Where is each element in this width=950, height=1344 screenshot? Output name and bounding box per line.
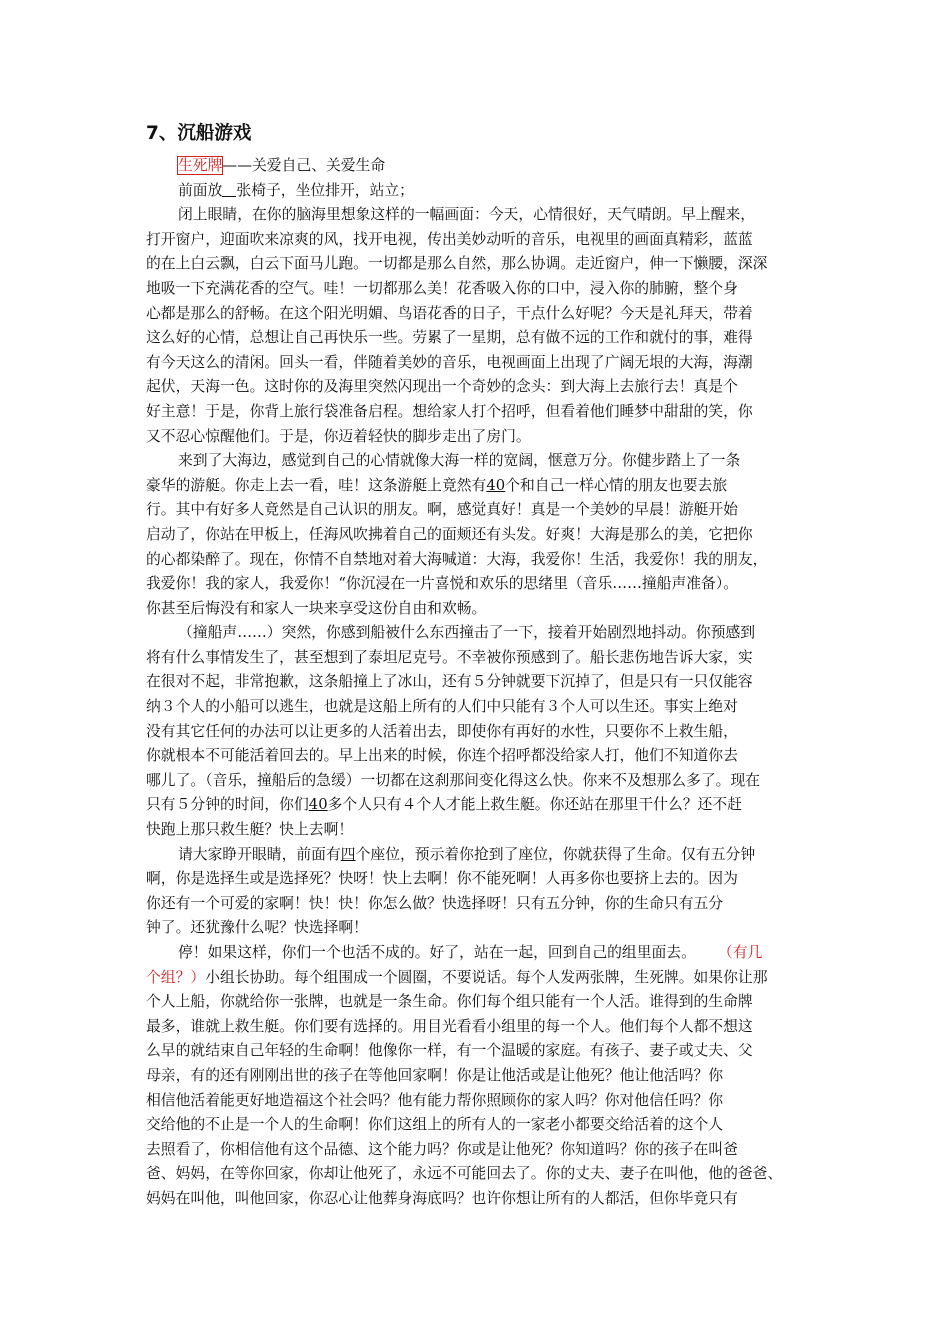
underlined-number: 四 — [340, 845, 356, 863]
setup-text-pre: 前面放 — [178, 181, 223, 199]
paragraph-5-line: 个人上船，你就给你一张牌，也就是一条生命。你们每个组只能有一个人活。谁得到的生命牌 — [146, 993, 753, 1011]
paragraph-5-line: 么早的就结束自己年轻的生命啊！他像你一样，有一个温暖的家庭。有孩子、妻子或丈夫、父 — [146, 1042, 753, 1060]
paragraph-5-line — [146, 941, 812, 966]
document-body — [146, 120, 812, 1212]
paragraph-2-line: 来到了大海边，感觉到自己的心情就像大海一样的宽阔，惬意万分。你健步踏上了一条 — [178, 452, 741, 470]
paragraph-1-line: 心都是那么的舒畅。在这个阳光明媚、鸟语花香的日子，干点什么好呢？今天是礼拜天，带着 — [146, 304, 753, 322]
setup-text-post: 张椅子，坐位排开，站立； — [236, 181, 414, 199]
subtitle-text: ——关爱自己、关爱生命 — [222, 157, 386, 174]
paragraph-5-line — [146, 966, 812, 991]
paragraph-2-line: 启动了，你站在甲板上，任海风吹拂着自己的面颊还有头发。好爽！大海是那么的美，它把你 — [146, 525, 753, 543]
underlined-number: 40 — [308, 796, 328, 814]
paragraph-1-line: 好主意！于是，你背上旅行袋准备启程。想给家人打个招呼，但看着他们睡梦中甜甜的笑，你 — [146, 402, 753, 420]
paragraph-5-line: 爸、妈妈，在等你回家，你却让他死了，永远不可能回去了。你的丈夫、妻子在叫他，他的爸爸、 — [146, 1165, 783, 1183]
text-span: 豪华的游艇。你走上去一看，哇！这条游艇上竟然有 — [146, 476, 487, 494]
paragraph-2-line: 你甚至后悔没有和家人一块来享受这份自由和欢畅。 — [146, 599, 487, 617]
underlined-number: 40 — [486, 476, 506, 494]
paragraph-3-line: 纳３个人的小船可以逃生，也就是这船上所有的人们中只能有３个人可以生还。事实上绝对 — [146, 698, 738, 716]
paragraph-2-line: 行。其中有好多人竟然是自己认识的朋友。啊，感觉真好！真是一个美妙的早晨！游艇开始 — [146, 501, 738, 519]
paragraph-5-line: 去照看了，你相信他有这个品德、这个能力吗？你或是让他死？你知道吗？你的孩子在叫爸 — [146, 1140, 738, 1158]
subtitle-line — [146, 154, 812, 179]
paragraph-3-line: 哪儿了。（音乐，撞船后的急缓）一切都在这刹那间变化得这么快。你来不及想那么多了。现在 — [146, 771, 761, 789]
setup-line — [146, 179, 812, 204]
paragraph-1-line: 地吸一下充满花香的空气。哇！一切都那么美！花香吸入你的口中，浸入你的肺腑，整个身 — [146, 279, 738, 297]
paragraph-5-line: 交给他的不止是一个人的生命啊！你们这组上的所有人的一家老小都要交给活着的这个人 — [146, 1116, 724, 1134]
paragraph-3-line: 没有其它任何的办法可以让更多的人活着出去，即使你有再好的水性，只要你不上救生船， — [146, 722, 738, 740]
paragraph-3-line: 快跑上那只救生艇？快上去啊！ — [146, 821, 354, 839]
paragraph-1-line: 打开窗户，迎面吹来凉爽的风，找开电视，传出美妙动听的音乐，电视里的画面真精彩，蓝蓝 — [146, 230, 753, 248]
paragraph-3-line — [146, 793, 812, 818]
paragraph-1-line: 这么好的心情，总想让自己再快乐一些。劳累了一星期，总有做不远的工作和就付的事，难得 — [146, 329, 753, 347]
paragraph-1-line: 有今天这么的清闲。回头一看，伴随着美妙的音乐，电视画面上出现了广阔无垠的大海，海潮 — [146, 353, 753, 371]
paragraph-3-line: 将有什么事情发生了，甚至想到了泰坦尼克号。不幸被你预感到了。船长悲伤地告诉大家，实 — [146, 648, 753, 666]
paragraph-2-line: 的心都染醉了。现在，你情不自禁地对着大海喊道：大海，我爱你！生活，我爱你！我的朋友， — [146, 550, 768, 568]
paragraph-2-line — [146, 474, 812, 499]
paragraph-1-line: 闭上眼睛，在你的脑海里想象这样的一幅画面：今天，心情很好，天气晴朗。早上醒来， — [178, 206, 756, 224]
text-span: 请大家睁开眼睛，前面有 — [178, 845, 341, 863]
paragraph-2-line: 我爱你！我的家人，我爱你！“你沉浸在一片喜悦和欢乐的思绪里（音乐……撞船声准备）。 — [146, 575, 739, 593]
paragraph-3-line: （撞船声……）突然，你感到船被什么东西撞击了一下，接着开始剧烈地抖动。你预感到 — [178, 624, 756, 642]
paragraph-4-line: 啊，你是选择生或是选择死？快呀！快上去啊！你不能死啊！人再多你也要挤上去的。因为 — [146, 870, 738, 888]
paragraph-4-line: 你还有一个可爱的家啊！快！快！你怎么做？快选择呀！只有五分钟，你的生命只有五分 — [146, 894, 724, 912]
text-span: 多个人只有４个人才能上救生艇。你还站在那里干什么？还不赶 — [327, 796, 742, 814]
text-span: 个座位，预示着你抢到了座位，你就获得了生命。仅有五分钟 — [355, 845, 756, 863]
paragraph-1-line: 起伏，天海一色。这时你的及海里突然闪现出一个奇妙的念头：到大海上去旅行去！真是个 — [146, 378, 738, 396]
paragraph-1-line: 又不忍心惊醒他们。于是，你迈着轻快的脚步走出了房门。 — [146, 427, 531, 445]
red-annotation: （有几 — [717, 944, 763, 961]
paragraph-5-line: 最多，谁就上救生艇。你们要有选择的。用目光看看小组里的每一个人。他们每个人都不想这 — [146, 1017, 753, 1035]
paragraph-3-line: 你就根本不可能活着回去的。早上出来的时候，你连个招呼都没给家人打，他们不知道你去 — [146, 747, 738, 765]
section-heading: 7、沉船游戏 — [146, 123, 252, 144]
paragraph-5-line: 相信他活着能更好地造福这个社会吗？他有能力帮你照顾你的家人吗？你对他信任吗？你 — [146, 1091, 724, 1109]
paragraph-3-line: 在很对不起，非常抱歉，这条船撞上了冰山，还有５分钟就要下沉掉了，但是只有一只仅能容 — [146, 673, 753, 691]
paragraph-4-line: 钟了。还犹豫什么呢？快选择啊！ — [146, 919, 368, 937]
paragraph-4-line — [146, 843, 812, 868]
paragraph-1-line: 的在上白云飘，白云下面马儿跑。一切都是那么自然，那么协调。走近窗户，伸一下懒腰，深深 — [146, 255, 768, 273]
text-span: 只有５分钟的时间，你们 — [146, 796, 309, 814]
text-span: 小组长协助。每个组围成一个圆圈，不要说话。每个人发两张牌，生死牌。如果你让那 — [205, 968, 768, 986]
paragraph-5-line: 母亲，有的还有刚刚出世的孩子在等他回家啊！你是让他活或是让他死？他让他活吗？你 — [146, 1066, 724, 1084]
text-span: 停！如果这样，你们一个也活不成的。好了，站在一起，回到自己的组里面去。 — [178, 944, 696, 961]
paragraph-5-line: 妈妈在叫他，叫他回家，你忍心让他葬身海底吗？也许你想让所有的人都活，但你毕竟只有 — [146, 1189, 738, 1207]
red-annotation: 个组？） — [146, 968, 206, 986]
text-span: 个和自己一样心情的朋友也要去旅 — [505, 476, 728, 494]
blank-underline — [222, 182, 236, 197]
highlighted-tag: 生死牌 — [178, 157, 223, 174]
